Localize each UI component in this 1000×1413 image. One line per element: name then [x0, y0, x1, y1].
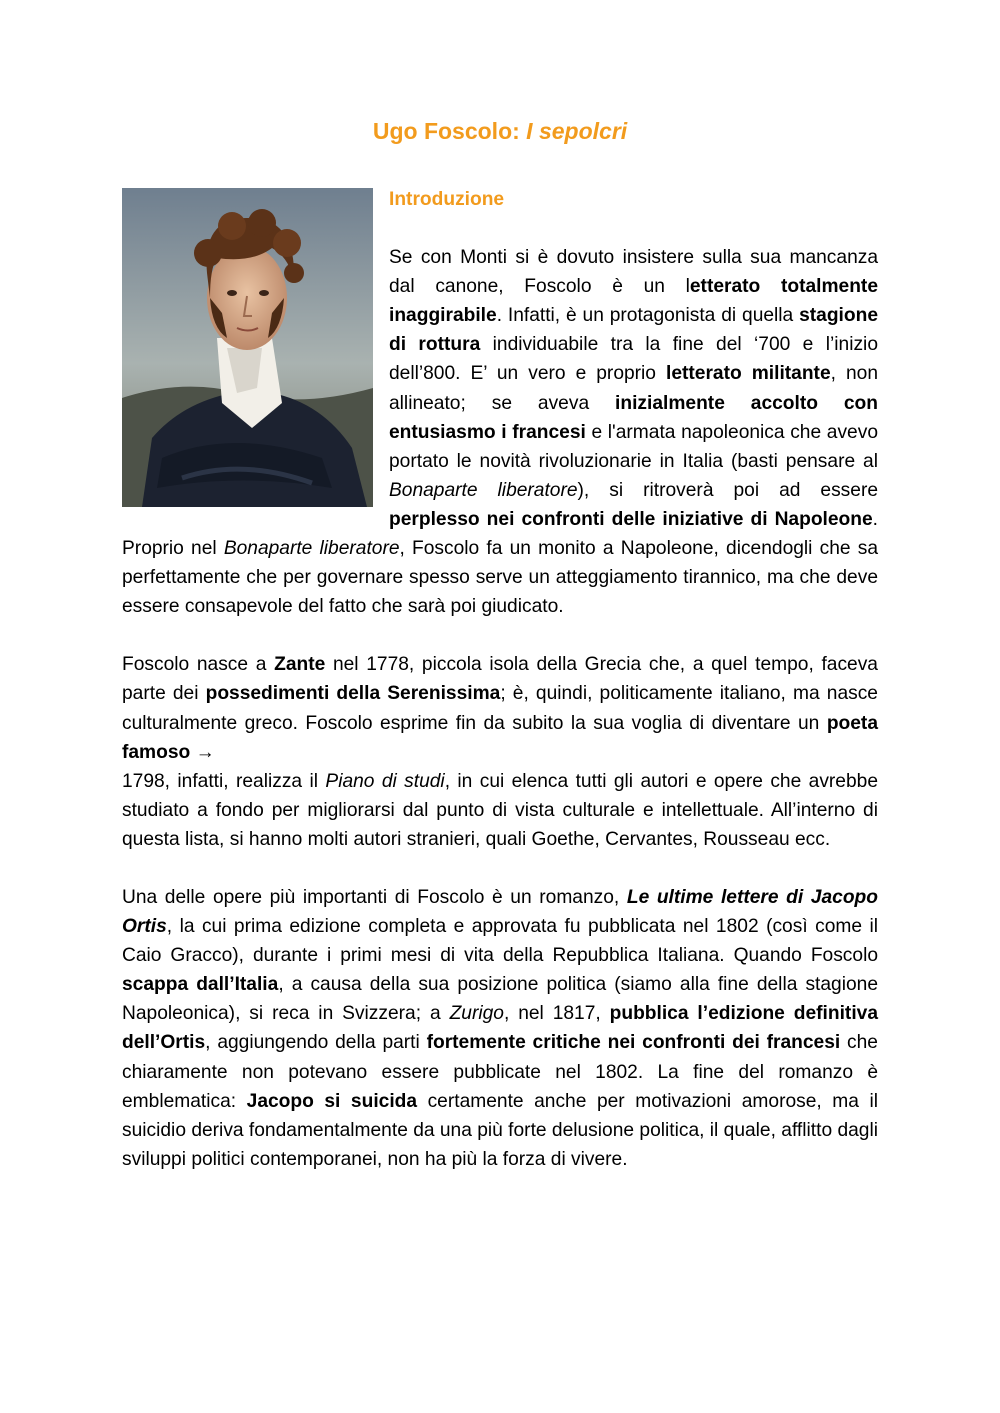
arrow-icon: → [190, 741, 215, 763]
paragraph-introduzione: Se con Monti si è dovuto insistere sulla sua mancanza dal canone, Foscolo è un letterato totalmente inaggirabile. Infatti, è un protagonista di quella stagione di rottura individuabile tra la fine del ‘700 e l’inizio dell’800. E’ un vero e proprio letterato militante, non allineato; se aveva inizialmente accolto con entusiasmo i francesi e l'armata napoleonica che avevo portato le novità rivoluzionarie in Italia (basti pensare al Bonaparte liberatore), si ritroverà poi ad essere perplesso nei confronti delle iniziative di Napoleone. Proprio nel Bonaparte liberatore, Foscolo fa un monito a Napoleone, dicendogli che sa perfettamente che per governare spesso serve un atteggiamento tirannico, ma che deve essere consapevole del fatto che sarà poi giudicato. [122, 247, 879, 618]
paragraph-zante: Foscolo nasce a Zante nel 1778, piccola isola della Grecia che, a quel tempo, faceva parte dei possedimenti della Serenissima; è, quindi, politicamente italiano, ma nasce culturalmente greco. Foscolo esprime fin da subito la sua voglia di diventare un poeta famoso → 1798, infatti, realizza il Piano di studi, in cui elenca tutti gli autori e opere che avrebbe studiato a fondo per migliorarsi dal punto di vista culturale e intellettuale. All’interno di questa lista, si hanno molti autori stranieri, quali Goethe, Cervantes, Rousseau ecc. [122, 654, 878, 850]
section-heading-introduzione: Introduzione [389, 189, 505, 210]
title-main: Ugo Foscolo: [372, 118, 527, 144]
paragraph-ortis: Una delle opere più importanti di Foscolo è un romanzo, Le ultime lettere di Jacopo Ortis, la cui prima edizione completa e approvata fu pubblicata nel 1802 (così come il Caio Gracco), durante i primi mesi di vita della Repubblica Italiana. Quando Foscolo scappa dall’Italia, a causa della sua posizione politica (siamo alla fine della stagione Napoleonica), si reca in Svizzera; a Zurigo, nel 1817, pubblica l’edizione definitiva dell’Ortis, aggiungendo della parti fortemente critiche nei confronti dei francesi che chiaramente non potevano essere pubblicate nel 1802. La fine del romanzo è emblematica: Jacopo si suicida certamente anche per motivazioni amorose, ma il suicidio deriva fondamentalmente da una più forte delusione politica, il quale, afflitto dagli sviluppi politici contemporanei, non ha più la forza di vivere. [122, 886, 878, 1170]
page-title [0, 118, 1000, 145]
body-text [122, 185, 878, 1174]
title-italic: I sepolcri [526, 118, 628, 144]
